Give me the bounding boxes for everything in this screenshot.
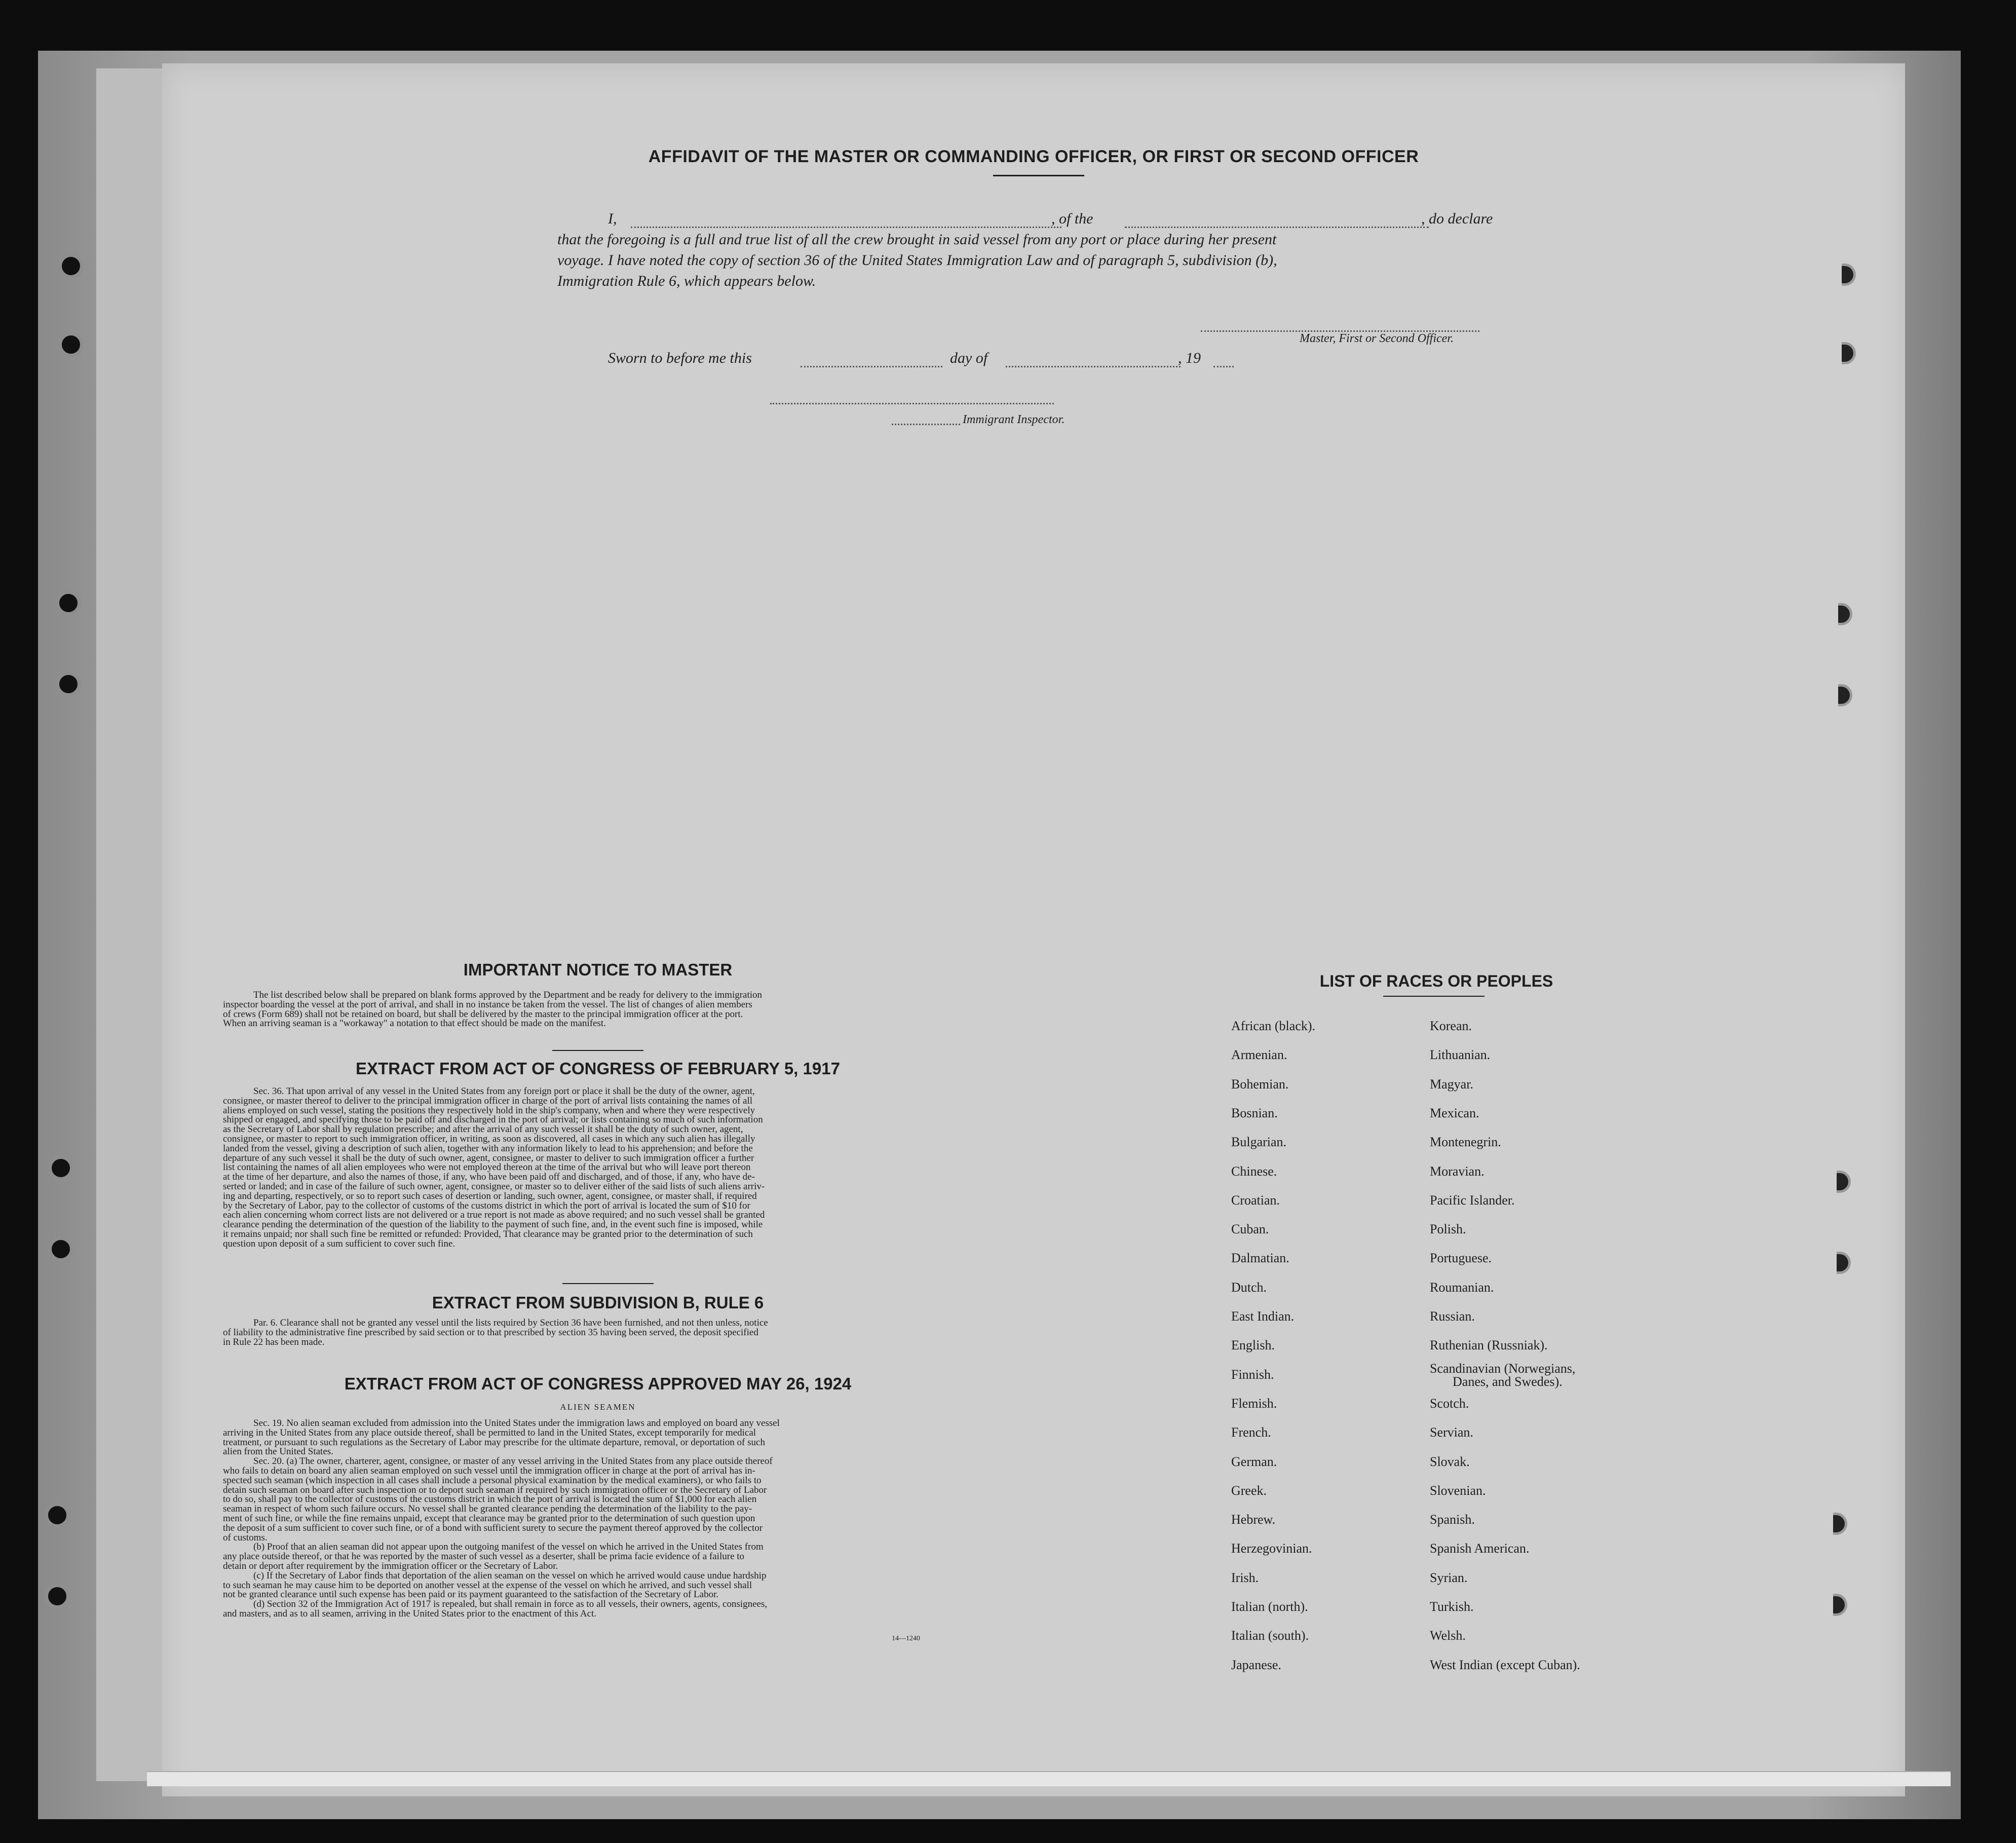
- race-item: Dutch.: [1231, 1280, 1267, 1295]
- affidavit-title: AFFIDAVIT OF THE MASTER OR COMMANDING OFFICER, OR FIRST OR SECOND OFFICER: [648, 147, 1419, 166]
- declarant-label: I,: [608, 210, 617, 227]
- inspector-label: Immigrant Inspector.: [963, 413, 1065, 426]
- act-1924-title: EXTRACT FROM ACT OF CONGRESS APPROVED MAY 26, 1924: [344, 1374, 852, 1393]
- year-label: , 19: [1178, 350, 1201, 366]
- race-item: Herzegovinian.: [1231, 1541, 1312, 1556]
- act-1924-text: Sec. 19. No alien seaman excluded from admission into the United States under the immigration laws and employed on board any vessel arriving in the United States from any place outside thereof, shall be permitted to land in the United States, except temporarily for medical treatment, or pursuant to such regulations as the Secretary of Labor may prescribe for the ultimate departure, removal, or deportation of such alien from the United States. Sec. 20. (a) The owner, charterer, agent, consignee, or master of any vessel arriving in the United States from any place outside thereof who fails to detain on board any alien seaman employed on such vessel until the immigration officer in charge at the port of arrival has in- spected such seaman (which inspection in all cases shall include a personal physical examination by the medical examiners), or who fails to detain such seaman on board after such inspection or to deport such seaman if required by such immigration officer or the Secretary of Labor to do so, shall pay to the collector of customs of the customs district in which the port of arrival is located the sum of $1,000 for each alien seaman in respect of whom such failure occurs. No vessel shall be granted clearance pending the determination of the liability to the pay- ment of such fine, or while the fine remains unpaid, except that clearance may be granted prior to the determination of such question upon the deposit of a sum sufficient to cover such fine, or of a bond with sufficient surety to secure the payment thereof approved by the collector of customs. (b) Proof that an alien seaman did not appear upon the outgoing manifest of the vessel on which he arrived in the United States from any place outside thereof, or that he was reported by the master of such vessel as a deserter, shall be prima facie evidence of a failure to detain or deport after requirement by the immigration officer or the Secretary of Labor. (c) If the Secretary of Labor finds that deportation of the alien seaman on the vessel on which he arrived would cause undue hardship to such seaman he may cause him to be deported on another vessel at the expense of the vessel on which he arrived, and such vessel shall not be granted clearance until such expense has been paid or its payment guaranteed to the satisfaction of the Secretary of Labor. (d) Section 32 of the Immigration Act of 1917 is repealed, but shall remain in force as to all vessels, their owners, agents, consignees, and masters, and as to all seamen, arriving in the United States prior to the enactment of this Act.: [223, 1419, 780, 1619]
- race-item: Syrian.: [1430, 1570, 1468, 1585]
- form-number: 14—1240: [892, 1635, 920, 1642]
- race-item: African (black).: [1231, 1019, 1316, 1033]
- binder-hole-icon: [56, 590, 81, 616]
- race-item: Finnish.: [1231, 1367, 1274, 1382]
- section-divider: [552, 1050, 643, 1051]
- race-item: Spanish.: [1430, 1512, 1475, 1527]
- race-item: Lithuanian.: [1430, 1047, 1491, 1062]
- vessel-name-field[interactable]: [1125, 227, 1429, 228]
- binder-hole-icon: [48, 1236, 73, 1262]
- inspector-signature-field-2[interactable]: [892, 424, 960, 425]
- race-item: Italian (south).: [1231, 1628, 1309, 1643]
- race-item: Spanish American.: [1430, 1541, 1530, 1556]
- race-item: Slovenian.: [1430, 1483, 1486, 1498]
- race-item: Ruthenian (Russniak).: [1430, 1338, 1548, 1352]
- race-item: Bosnian.: [1231, 1106, 1278, 1120]
- act-1917-title: EXTRACT FROM ACT OF CONGRESS OF FEBRUARY 5, 1917: [356, 1059, 840, 1078]
- race-item: West Indian (except Cuban).: [1430, 1658, 1580, 1672]
- sworn-year-field[interactable]: [1213, 366, 1234, 367]
- race-item: Hebrew.: [1231, 1512, 1276, 1527]
- race-item: Scotch.: [1430, 1396, 1469, 1411]
- declaration-line-4: Immigration Rule 6, which appears below.: [557, 273, 816, 289]
- notice-title: IMPORTANT NOTICE TO MASTER: [463, 960, 733, 979]
- race-item: Cuban.: [1231, 1222, 1269, 1236]
- alien-seamen-subtitle: ALIEN SEAMEN: [560, 1403, 636, 1412]
- race-item: Greek.: [1231, 1483, 1267, 1498]
- binder-hole-icon: [56, 671, 81, 697]
- day-of-label: day of: [950, 350, 988, 366]
- page-bottom-edge: [147, 1771, 1951, 1786]
- race-item: Slovak.: [1430, 1454, 1470, 1469]
- race-item: Japanese.: [1231, 1658, 1281, 1672]
- binder-hole-icon: [45, 1502, 70, 1528]
- race-item: German.: [1231, 1454, 1277, 1469]
- race-item: Bulgarian.: [1231, 1135, 1287, 1149]
- sworn-label: Sworn to before me this: [608, 350, 752, 366]
- declaration-line-3: voyage. I have noted the copy of section 36 of the United States Immigration Law and of paragraph 5, subdivision (b),: [557, 252, 1277, 269]
- declare-label: , do declare: [1421, 210, 1493, 227]
- race-item: Irish.: [1231, 1570, 1259, 1585]
- race-item: French.: [1231, 1425, 1271, 1440]
- race-item: Portuguese.: [1430, 1251, 1492, 1265]
- notice-text: The list described below shall be prepared on blank forms approved by the Department and be ready for delivery to the immigration inspector boarding the vessel at the port of arrival, and shall in no instance be taken from the vessel. The list of changes of alien members of crews (Form 689) shall not be retained on board, but shall be delivered by the master to the principal immigration officer at the port. When an arriving seaman is a "workaway" a notation to that effect should be made on the manifest.: [223, 991, 763, 1029]
- rule-6-title: EXTRACT FROM SUBDIVISION B, RULE 6: [432, 1293, 764, 1312]
- binder-tab-strip: [96, 68, 171, 1781]
- sworn-month-field[interactable]: [1006, 366, 1181, 367]
- inspector-signature-field[interactable]: [770, 403, 1054, 404]
- race-item: Servian.: [1430, 1425, 1473, 1440]
- race-item: Magyar.: [1430, 1077, 1473, 1092]
- sworn-day-field[interactable]: [801, 366, 942, 367]
- race-item: Dalmatian.: [1231, 1251, 1289, 1265]
- binder-hole-icon: [48, 1155, 73, 1181]
- title-divider: [993, 175, 1084, 176]
- race-item: Scandinavian (Norwegians,: [1430, 1361, 1576, 1376]
- race-item: Moravian.: [1430, 1164, 1485, 1179]
- act-1917-text: Sec. 36. That upon arrival of any vessel in the United States from any foreign port or place it shall be the duty of the owner, agent, consignee, or master thereof to deliver to the principal immigration officer in charge of the port of arrival lists containing the names of all aliens employed on such vessel, stating the positions they respectively hold in the ship's company, when and where they were respectively shipped or engaged, and specifying those to be paid off and discharged in the port of arrival; or lists containing so much of such information as the Secretary of Labor shall by regulation prescribe; and after the arrival of any such vessel it shall be the duty of such owner, agent, consignee, or master to report to such immigration officer, in writing, as soon as discovered, all cases in which any such alien has illegally landed from the vessel, giving a description of such alien, together with any information likely to lead to his apprehension; and before the departure of any such vessel it shall be the duty of such owner, agent, consignee, or master to deliver to such immigration officer a further list containing the names of all alien employees who were not employed thereon at the time of the arrival but who will leave port thereon at the time of her departure, and also the names of those, if any, who have been paid off and discharged, and of those, if any, who have de- serted or landed; and in case of the failure of such owner, agent, consignee, or master so to deliver either of the said lists of such aliens arriv- ing and departing, respectively, or so to report such cases of desertion or landing, such owner, agent, consignee, or master shall, if required by the Secretary of Labor, pay to the collector of customs of the customs district in which the port of arrival is located the sum of $10 for each alien concerning whom correct lists are not delivered or a true report is not made as above required; and no such vessel shall be granted clearance pending the determination of the question of the liability to the payment of such fine, and, in the event such fine is imposed, while it remains unpaid; nor shall such fine be remitted or refunded: Provided, That clearance may be granted prior to the determination of such question upon deposit of a sum sufficient to cover such fine.: [223, 1087, 765, 1249]
- race-item: Italian (north).: [1231, 1599, 1308, 1614]
- master-signature-label: Master, First or Second Officer.: [1300, 332, 1454, 345]
- races-title: LIST OF RACES OR PEOPLES: [1319, 972, 1553, 990]
- declaration-line-2: that the foregoing is a full and true list of all the crew brought in said vessel from any port or place during her present: [557, 231, 1277, 248]
- race-item: English.: [1231, 1338, 1275, 1352]
- race-item: Pacific Islander.: [1430, 1193, 1515, 1208]
- race-item: Russian.: [1430, 1309, 1475, 1324]
- declarant-name-field[interactable]: [631, 227, 1061, 228]
- race-item: East Indian.: [1231, 1309, 1295, 1324]
- binder-hole-icon: [58, 253, 84, 279]
- binder-hole-icon: [58, 332, 84, 357]
- race-item: Roumanian.: [1430, 1280, 1494, 1295]
- section-divider: [562, 1283, 654, 1284]
- race-item: Armenian.: [1231, 1047, 1287, 1062]
- race-item: Welsh.: [1430, 1628, 1466, 1643]
- binder-hole-icon: [45, 1584, 70, 1609]
- race-item: Turkish.: [1430, 1599, 1474, 1614]
- race-item: Korean.: [1430, 1019, 1472, 1033]
- race-item-continuation: Danes, and Swedes).: [1453, 1374, 1563, 1389]
- race-item: Mexican.: [1430, 1106, 1479, 1120]
- race-item: Polish.: [1430, 1222, 1466, 1236]
- race-item: Bohemian.: [1231, 1077, 1289, 1092]
- race-item: Chinese.: [1231, 1164, 1277, 1179]
- race-item: Flemish.: [1231, 1396, 1277, 1411]
- race-item: Montenegrin.: [1430, 1135, 1501, 1149]
- of-the-label: , of the: [1051, 210, 1093, 227]
- race-item: Croatian.: [1231, 1193, 1280, 1208]
- races-title-divider: [1383, 996, 1485, 997]
- rule-6-text: Par. 6. Clearance shall not be granted any vessel until the lists required by Section 36 have been furnished, and not then unless, notice of liability to the administrative fine prescribed by said section or to that prescribed by section 35 having been served, the deposit specified in Rule 22 has been made.: [223, 1319, 768, 1347]
